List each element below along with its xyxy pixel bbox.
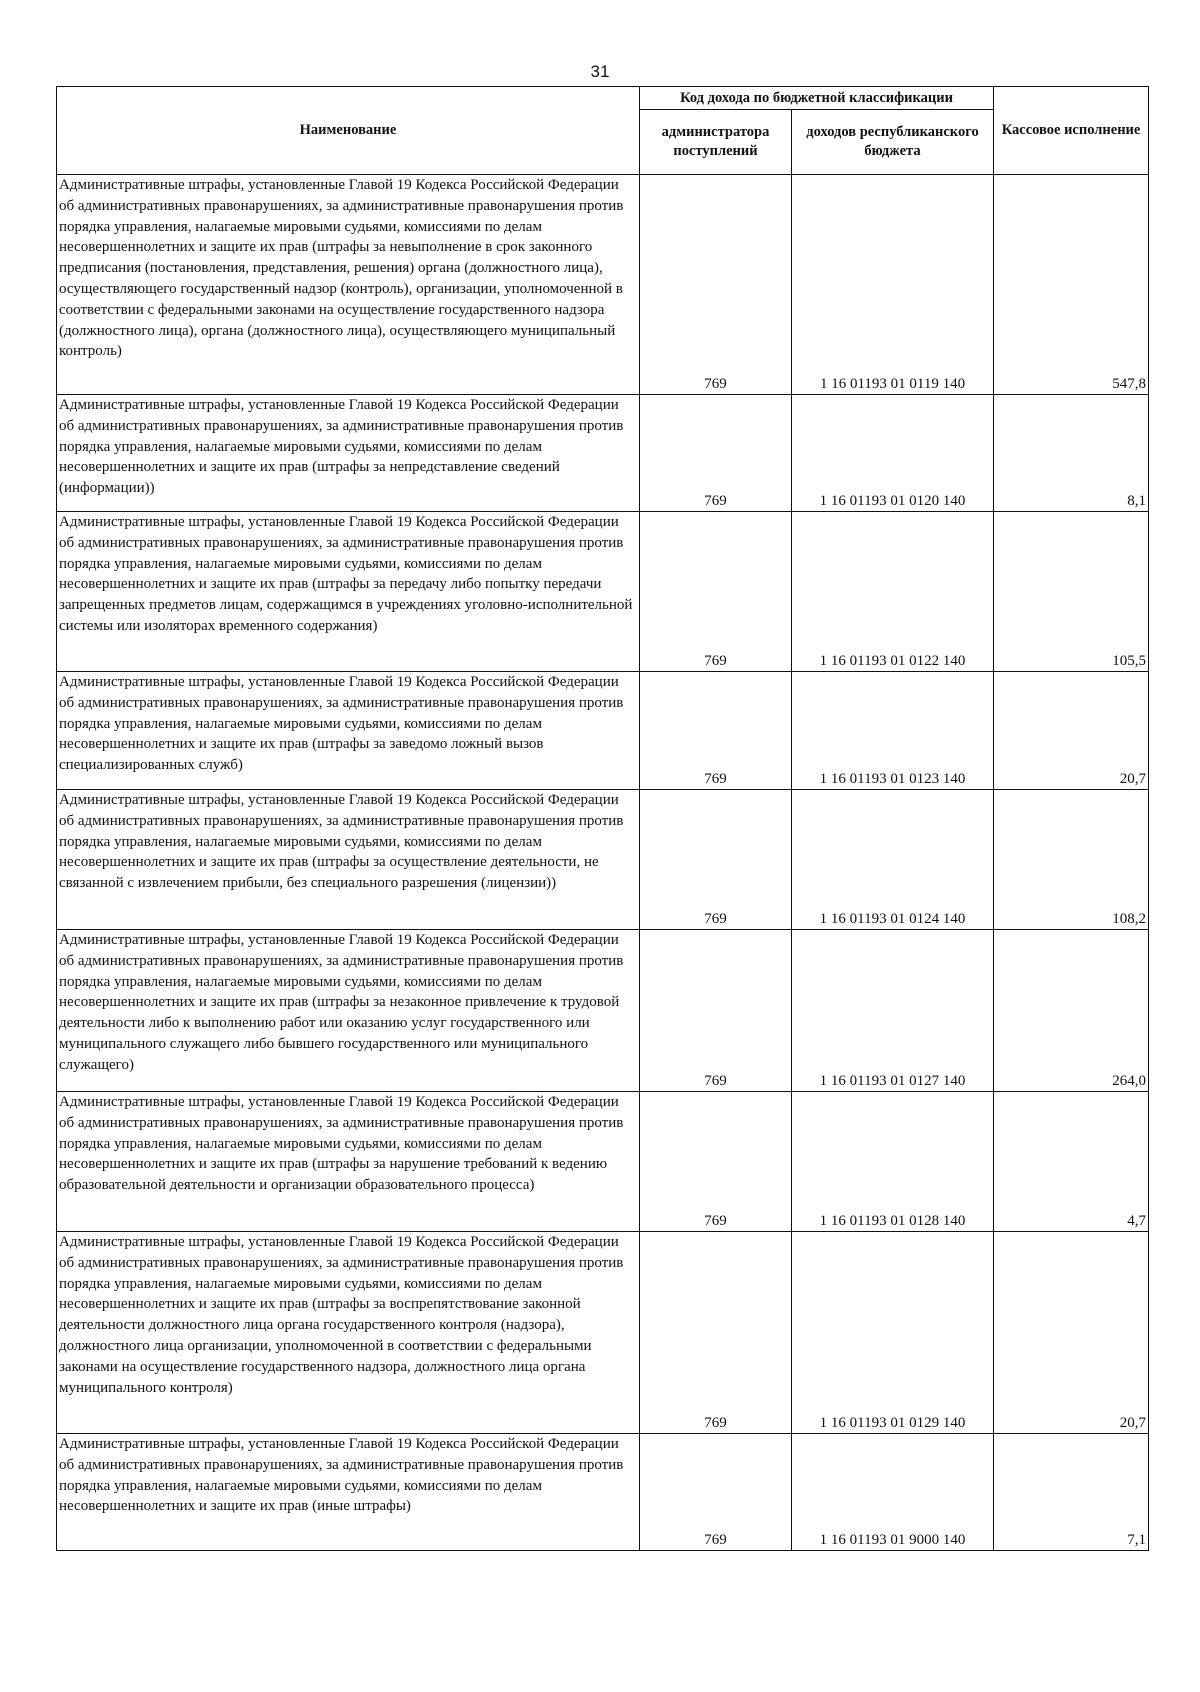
page-number: 31 [590,62,610,81]
row-name: Административные штрафы, установленные Главой 19 Кодекса Российской Федерации об административных правонарушениях, за административные правонарушения против порядка управления, налагаемые мировыми судьями, комиссиями по делам несовершеннолетних и защите их прав (штрафы за осуществление деятельности, не связанной с извлечением прибыли, без специального разрешения (лицензии)) [57,790,640,930]
row-admin-code: 769 [640,512,792,672]
row-amount: 7,1 [994,1434,1149,1551]
row-name: Административные штрафы, установленные Главой 19 Кодекса Российской Федерации об административных правонарушениях, за административные правонарушения против порядка управления, налагаемые мировыми судьями, комиссиями по делам несовершеннолетних и защите их прав (штрафы за передачу либо попытку передачи запрещенных предметов лицам, содержащимся в учреждениях уголовно-исполнительной системы или изоляторах временного содержания) [57,512,640,672]
header-code-group: Код дохода по бюджетной классификации [640,87,994,110]
row-revenue-code: 1 16 01193 01 0123 140 [792,672,994,790]
row-admin-code: 769 [640,395,792,512]
row-amount: 20,7 [994,1232,1149,1434]
row-revenue-code: 1 16 01193 01 9000 140 [792,1434,994,1551]
row-revenue-code: 1 16 01193 01 0129 140 [792,1232,994,1434]
row-admin-code: 769 [640,175,792,395]
row-revenue-code: 1 16 01193 01 0119 140 [792,175,994,395]
row-admin-code: 769 [640,790,792,930]
row-name: Административные штрафы, установленные Главой 19 Кодекса Российской Федерации об административных правонарушениях, за административные правонарушения против порядка управления, налагаемые мировыми судьями, комиссиями по делам несовершеннолетних и защите их прав (штрафы за воспрепятствование законной деятельности должностного лица органа государственного контроля (надзора), должностного лица организации, уполномоченной в соответствии с федеральными законами на осуществление государственного надзора, должностного лица органа муниципального контроля) [57,1232,640,1434]
row-name: Административные штрафы, установленные Главой 19 Кодекса Российской Федерации об административных правонарушениях, за административные правонарушения против порядка управления, налагаемые мировыми судьями, комиссиями по делам несовершеннолетних и защите их прав (штрафы за незаконное привлечение к трудовой деятельности либо к выполнению работ или оказанию услуг государственного или муниципального служащего либо бывшего государственного или муниципального служащего) [57,930,640,1092]
row-name: Административные штрафы, установленные Главой 19 Кодекса Российской Федерации об административных правонарушениях, за административные правонарушения против порядка управления, налагаемые мировыми судьями, комиссиями по делам несовершеннолетних и защите их прав (штрафы за нарушение требований к ведению образовательной деятельности и организации образовательного процесса) [57,1092,640,1232]
header-execution: Кассовое исполнение [994,87,1149,175]
row-revenue-code: 1 16 01193 01 0120 140 [792,395,994,512]
table-row [57,930,1149,1092]
row-name: Административные штрафы, установленные Главой 19 Кодекса Российской Федерации об административных правонарушениях, за административные правонарушения против порядка управления, налагаемые мировыми судьями, комиссиями по делам несовершеннолетних и защите их прав (штрафы за непредставление сведений (информации)) [57,395,640,512]
budget-table [56,86,1149,1551]
row-amount: 20,7 [994,672,1149,790]
table-row [57,1232,1149,1434]
table-row [57,1092,1149,1232]
header-revenue: доходов республиканского бюджета [792,110,994,175]
row-revenue-code: 1 16 01193 01 0128 140 [792,1092,994,1232]
header-name: Наименование [57,87,640,175]
row-revenue-code: 1 16 01193 01 0122 140 [792,512,994,672]
table-body [57,175,1149,1551]
row-revenue-code: 1 16 01193 01 0124 140 [792,790,994,930]
table-row [57,395,1149,512]
table-row [57,672,1149,790]
row-amount: 105,5 [994,512,1149,672]
row-name: Административные штрафы, установленные Главой 19 Кодекса Российской Федерации об административных правонарушениях, за административные правонарушения против порядка управления, налагаемые мировыми судьями, комиссиями по делам несовершеннолетних и защите их прав (штрафы за заведомо ложный вызов специализированных служб) [57,672,640,790]
row-name: Административные штрафы, установленные Главой 19 Кодекса Российской Федерации об административных правонарушениях, за административные правонарушения против порядка управления, налагаемые мировыми судьями, комиссиями по делам несовершеннолетних и защите их прав (иные штрафы) [57,1434,640,1551]
row-admin-code: 769 [640,1232,792,1434]
table-row [57,1434,1149,1551]
row-admin-code: 769 [640,1092,792,1232]
row-name: Административные штрафы, установленные Главой 19 Кодекса Российской Федерации об административных правонарушениях, за административные правонарушения против порядка управления, налагаемые мировыми судьями, комиссиями по делам несовершеннолетних и защите их прав (штрафы за невыполнение в срок законного предписания (постановления, представления, решения) органа (должностного лица), осуществляющего государственный надзор (контроль), организации, уполномоченной в соответствии с федеральными законами на осуществление государственного надзора (должностного лица), органа (должностного лица), осуществляющего муниципальный контроль) [57,175,640,395]
row-admin-code: 769 [640,1434,792,1551]
row-amount: 4,7 [994,1092,1149,1232]
row-amount: 108,2 [994,790,1149,930]
row-amount: 547,8 [994,175,1149,395]
header-administrator: администратора поступлений [640,110,792,175]
row-admin-code: 769 [640,672,792,790]
table-row [57,790,1149,930]
table-row [57,512,1149,672]
row-amount: 264,0 [994,930,1149,1092]
row-revenue-code: 1 16 01193 01 0127 140 [792,930,994,1092]
table-header [57,87,1149,175]
table-row [57,175,1149,395]
row-amount: 8,1 [994,395,1149,512]
row-admin-code: 769 [640,930,792,1092]
